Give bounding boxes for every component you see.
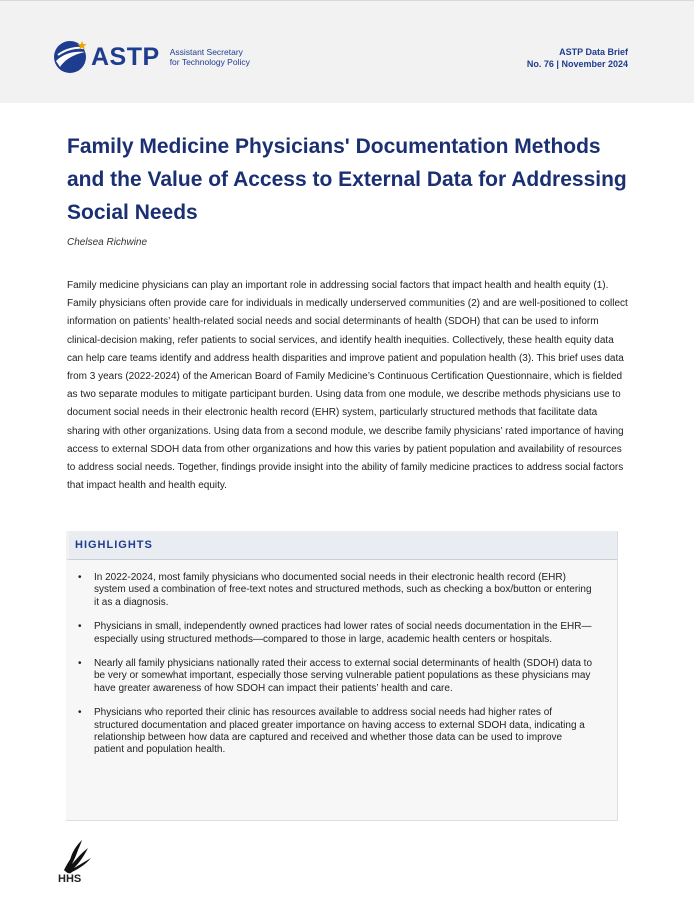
logo-subtitle-line2: for Technology Policy [169,57,250,67]
highlight-text: In 2022-2024, most family physicians who documented social needs in their electronic health record (EHR) system used a combination of free-text notes and structured methods, such as checking a box/button or entering it as a diagnosis. [94,572,592,608]
highlight-text: Physicians in small, independently owned practices had lower rates of social needs documentation in the EHR—especially using structured methods—compared to those in large, academic health centers or hospitals. [94,621,592,645]
astp-logo[interactable] [52,37,250,77]
logo-subtitle [170,47,250,67]
author-name: Chelsea Richwine [67,237,148,248]
bullet: • [78,658,82,670]
highlights-title: HIGHLIGHTS [75,539,153,551]
page-header [0,0,694,103]
highlights-list [66,560,617,757]
highlight-item [78,658,593,695]
bullet: • [78,572,82,583]
highlight-text: Nearly all family physicians nationally rated their access to external social determinants of health (SDOH) data to be very or somewhat important, especially those serving vulnerable patient populations as these physicians may have greater awareness of how SDOH can impact their patients’ health and care. [94,658,593,694]
highlight-item [78,572,593,609]
logo-subtitle-line1: Assistant Secretary [169,47,243,57]
logo-wordmark: ASTP [91,42,160,71]
intro-paragraph: Family medicine physicians can play an important role in addressing social factors that impact health and health equity (1). Family physicians often provide care for individuals in medically underserved communities (2) and are well-positioned to collect information on patients’ health-related social needs and social determinants of health (SDOH) that can be used to inform clinical-decision making, refer patients to social services, and identify health inequities. Collectively, these health equity data can help care teams identify and address health disparities and improve patient and population health (3). This brief uses data from 3 years (2022-2024) of the American Board of Family Medicine’s Continuous Certification Questionnaire, which is fielded as two separate modules to mitigate participant burden. Using data from one module, we describe methods physicians use to document social needs in their electronic health record (EHR) system, particularly structured methods that facilitate data sharing with other organizations. Using data from a second module, we describe family physicians’ rated importance of having access to external SDOH data from other organizations and how this varies by patient population and availability of resources to address social needs. Together, findings provide insight into the ability of family medicine practices to address social factors that impact health and health equity. [67,280,628,492]
hhs-wordmark: HHS [58,873,82,885]
highlight-text: Physicians who reported their clinic has resources available to address social needs had higher rates of structured documentation and placed greater importance on having access to external SDOH data, indicating a relationship between how data are captured and received and whether those data can be used to improve patient and population health. [94,707,585,756]
highlights-header [66,531,617,560]
document-title: Family Medicine Physicians' Documentation Methods and the Value of Access to External Data for Addressing Social Needs [67,135,627,224]
highlight-item [78,621,593,646]
bullet: • [78,707,82,719]
brief-series: ASTP Data Brief [559,47,628,57]
highlights-box [66,531,618,821]
highlight-item [78,707,593,757]
brief-number-date: No. 76 | November 2024 [526,59,628,69]
astp-swoosh-icon [52,39,88,75]
brief-info [527,46,628,70]
bullet: • [78,621,82,633]
